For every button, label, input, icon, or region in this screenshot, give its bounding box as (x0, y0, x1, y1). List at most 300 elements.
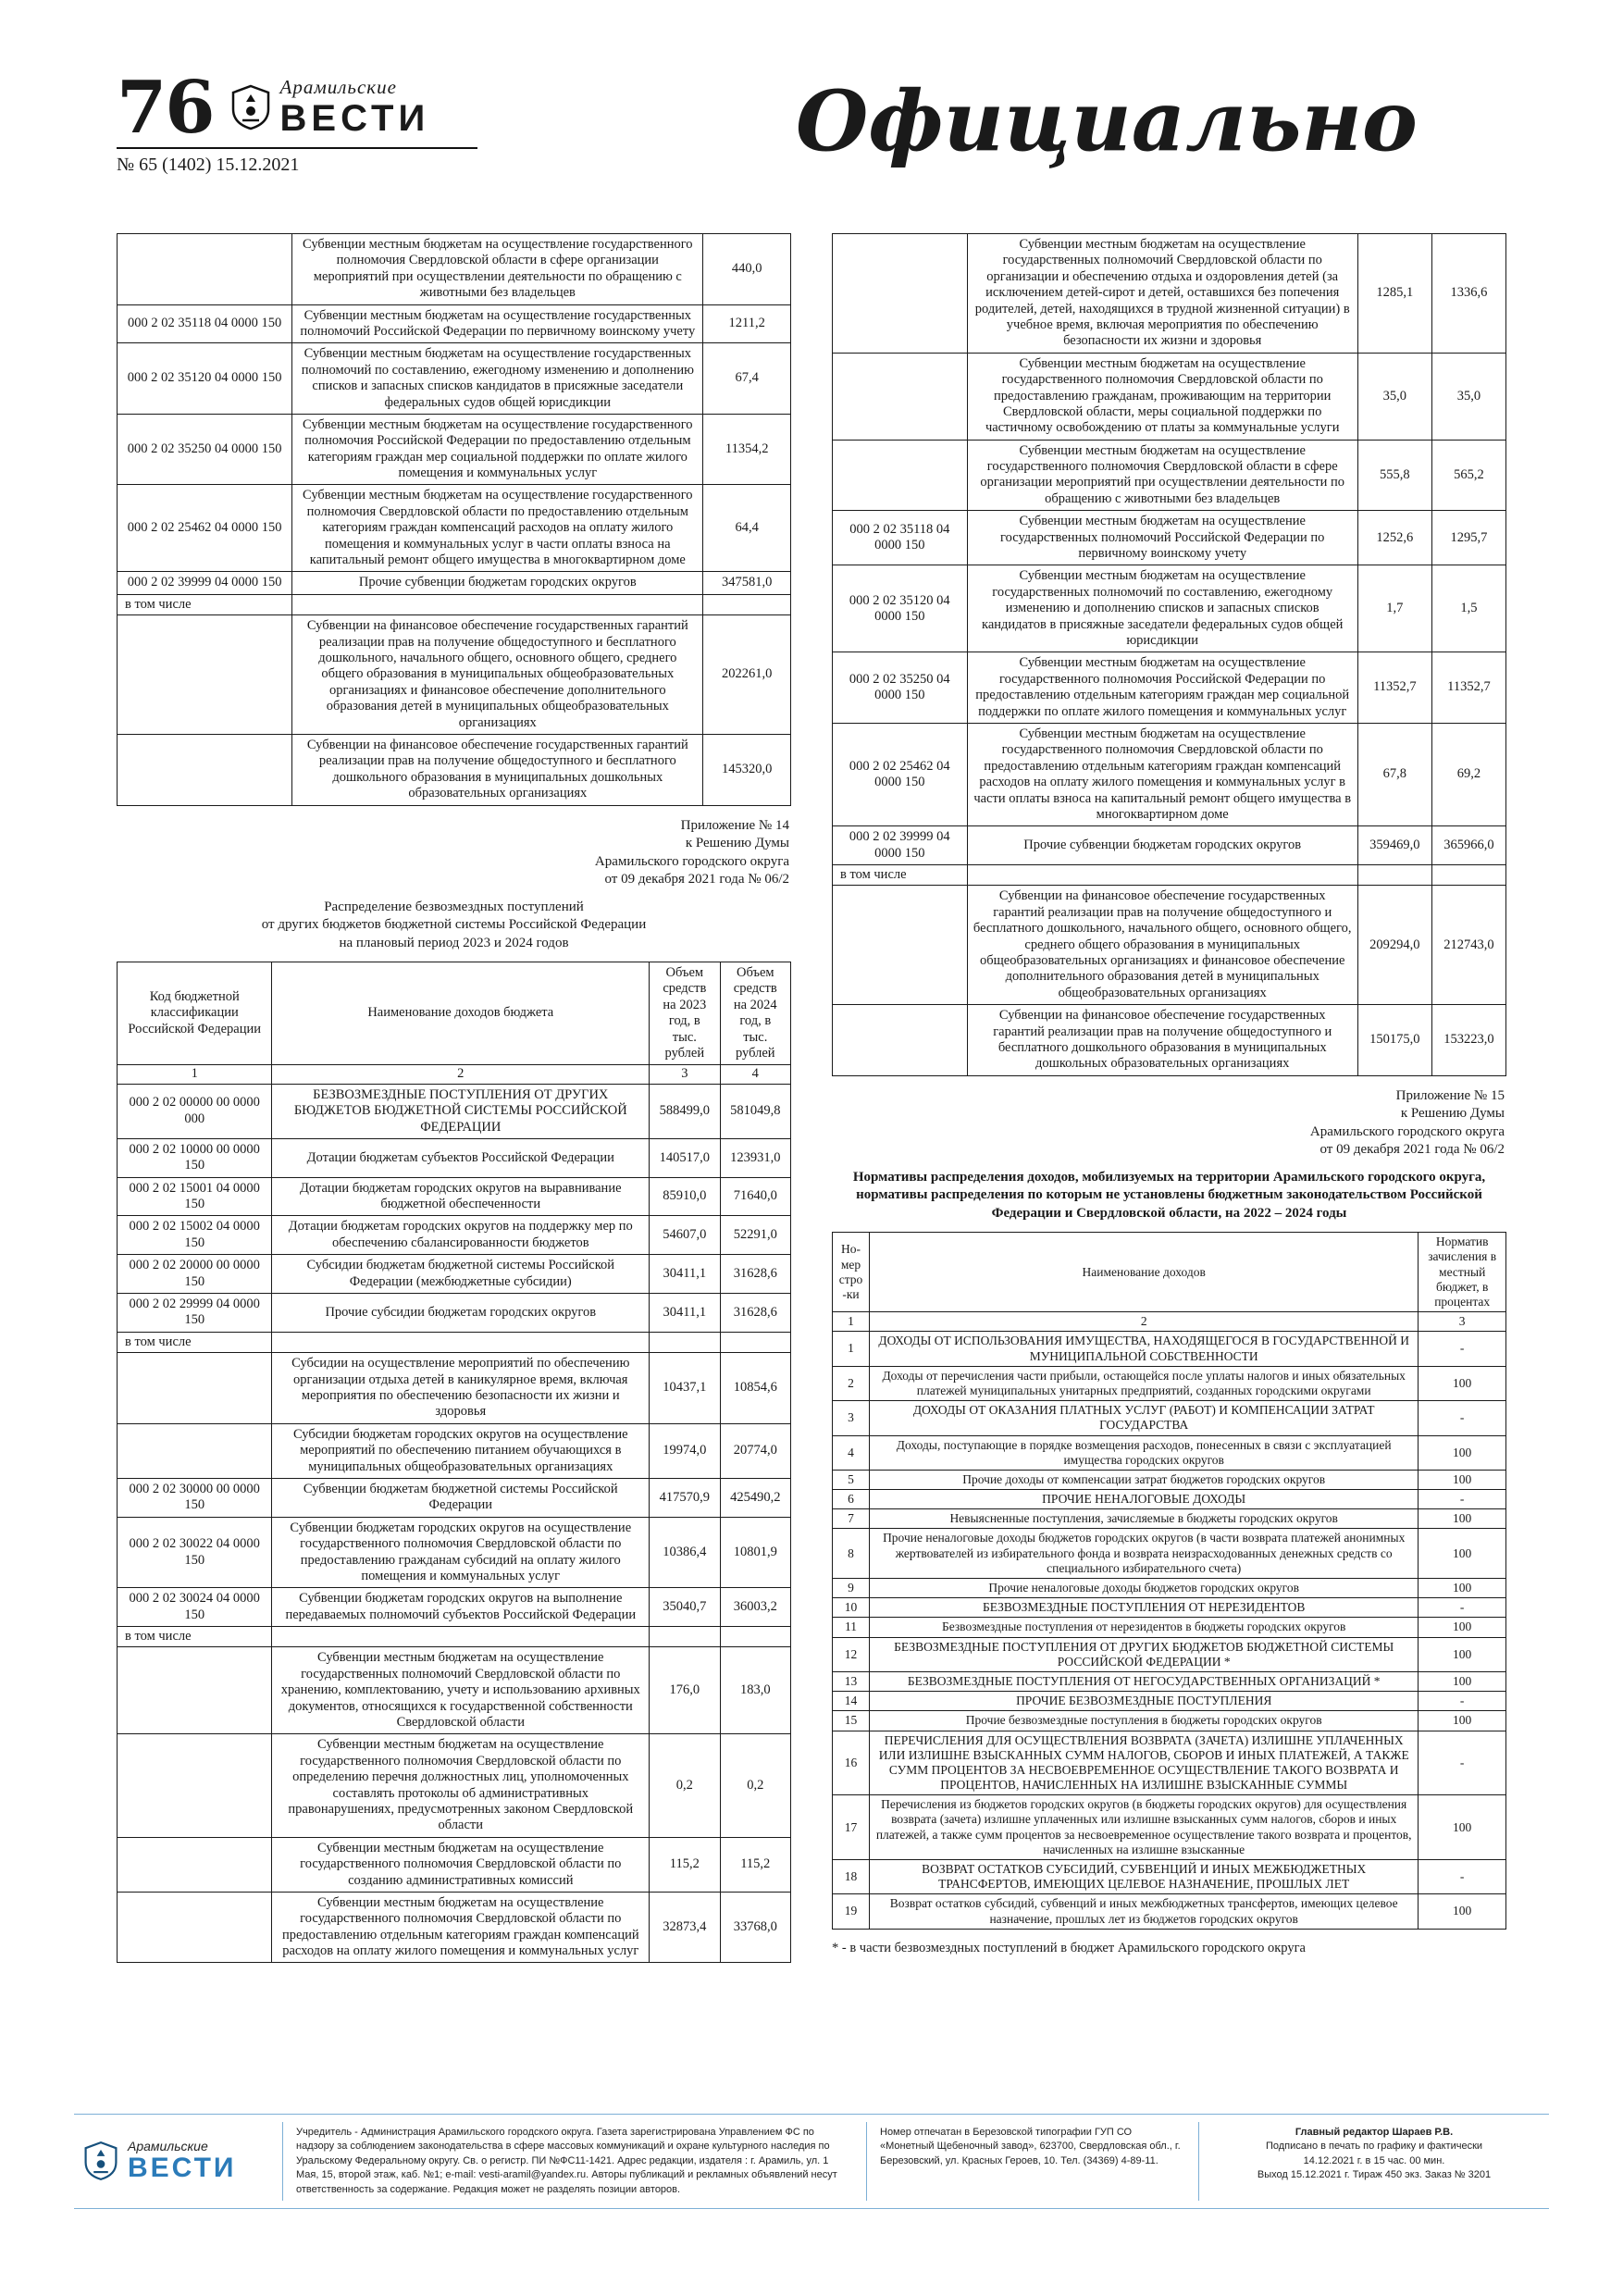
amount-2024 (720, 1627, 790, 1647)
income-name: Субвенции местным бюджетам на осуществление государственного полномочия Свердловской области в сфере организации мероприятий при осуществлении деятельности по обращению с животными без владельцев (292, 234, 703, 305)
table-row (118, 304, 791, 343)
table-row (833, 1692, 1506, 1711)
amount-2023: 115,2 (650, 1837, 720, 1892)
amount-2024: 11352,7 (1431, 652, 1505, 724)
budget-code: 000 2 02 35250 04 0000 150 (833, 652, 968, 724)
budget-code: 000 2 02 20000 00 0000 150 (118, 1255, 272, 1294)
income-name: Возврат остатков субсидий, субвенций и иных межбюджетных трансфертов, имеющих целевое назначение, прошлых лет из бюджетов городских округов (870, 1894, 1419, 1929)
text-line: Главный редактор Шараев Р.В. (1295, 2127, 1454, 2138)
text-line: Приложение № 14 (680, 817, 789, 833)
page-header (117, 66, 1506, 217)
budget-code: 000 2 02 35118 04 0000 150 (118, 304, 292, 343)
amount-2024: 10854,6 (720, 1353, 790, 1424)
amount-2024: 36003,2 (720, 1588, 790, 1627)
budget-code (833, 440, 968, 511)
budget-code: 000 2 02 39999 04 0000 150 (833, 826, 968, 865)
amount-2024: 69,2 (1431, 723, 1505, 825)
section-title: Официально (796, 72, 1418, 170)
income-name: Прочие неналоговые доходы бюджетов городских округов (870, 1579, 1419, 1598)
row-number: 8 (833, 1529, 870, 1579)
budget-code: 000 2 02 30000 00 0000 150 (118, 1478, 272, 1517)
table-row (118, 234, 791, 305)
amount-2023: 67,8 (1357, 723, 1431, 825)
amount: 347581,0 (703, 572, 791, 594)
text-line: Подписано в печать по графику и фактически (1265, 2141, 1483, 2153)
income-name: Прочие доходы от компенсации затрат бюджетов городских округов (870, 1470, 1419, 1489)
column-header-row-number: Но-мер стро-ки (833, 1233, 870, 1312)
budget-code (118, 1423, 272, 1478)
income-name: Прочие безвозмездные поступления в бюджеты городских округов (870, 1711, 1419, 1731)
budget-code: 000 2 02 30024 04 0000 150 (118, 1588, 272, 1627)
income-name: Доходы от перечисления части прибыли, остающейся после уплаты налогов и иных обязательных платежей муниципальных унитарных предприятий, созданных городскими округами (870, 1366, 1419, 1400)
amount-2023: 30411,1 (650, 1255, 720, 1294)
norm-percent: 100 (1419, 1711, 1506, 1731)
amount-2024: 71640,0 (720, 1177, 790, 1216)
income-name: Субвенции местным бюджетам на осуществление государственного полномочия Свердловской области по предоставлению отдельным категориям граждан компенсаций расходов на оплату жилого помещения и коммунальных услуг в части оплаты взноса на капитальный ремонт общего имущества в многоквартирном доме (967, 723, 1357, 825)
table-row (118, 1255, 791, 1294)
budget-code: 000 2 02 10000 00 0000 150 (118, 1138, 272, 1177)
norm-percent: - (1419, 1332, 1506, 1366)
income-name: БЕЗВОЗМЕЗДНЫЕ ПОСТУПЛЕНИЯ ОТ ДРУГИХ БЮДЖЕТОВ БЮДЖЕТНОЙ СИСТЕМЫ РОССИЙСКОЙ ФЕДЕРАЦИИ (272, 1084, 650, 1138)
coat-of-arms-icon (230, 84, 271, 130)
amount-2023: 10437,1 (650, 1353, 720, 1424)
table-row (118, 615, 791, 735)
income-name: ПЕРЕЧИСЛЕНИЯ ДЛЯ ОСУЩЕСТВЛЕНИЯ ВОЗВРАТА (ЗАЧЕТА) ИЗЛИШНЕ УПЛАЧЕННЫХ ИЛИ ИЗЛИШНЕ ВЗЫСКАННЫХ СУММ НАЛОГОВ, СБОРОВ И ИНЫХ ПЛАТЕЖЕЙ, А ТАКЖЕ СУММ ПРОЦЕНТОВ ЗА НЕСВОЕВРЕМЕННОЕ ОСУЩЕСТВЛЕНИЕ ТАКОГО ВОЗВРАТА И ПРОЦЕНТОВ, НАЧИСЛЕННЫХ НА ИЗЛИШНЕ ВЗЫСКАННЫЕ СУММЫ (870, 1731, 1419, 1795)
income-name: Доходы, поступающие в порядке возмещения расходов, понесенных в связи с эксплуатацией имущества городских округов (870, 1435, 1419, 1470)
amount-2024 (1431, 865, 1505, 886)
budget-code: 000 2 02 29999 04 0000 150 (118, 1294, 272, 1333)
table-row (833, 1366, 1506, 1400)
row-number: 3 (833, 1401, 870, 1435)
table-row (833, 565, 1506, 652)
printing-info: Номер отпечатан в Березовской типографии ГУП СО «Монетный Щебеночный завод», 623700, Свердловская обл., г. Березовский, ул. Красных Героев, 10. Тел. (34369) 4-89-11. (866, 2122, 1198, 2201)
table-row (833, 1711, 1506, 1731)
row-number: 12 (833, 1637, 870, 1671)
text-line: от 09 декабря 2021 года № 06/2 (604, 872, 789, 887)
gratuitous-receipts-table (117, 962, 791, 1963)
table-row (118, 1332, 791, 1352)
row-number: 9 (833, 1579, 870, 1598)
norms-title: Нормативы распределения доходов, мобилизуемых на территории Арамильского городского округа, нормативы распределения по которым не установлены бюджетным законодательством Российской Федерации и Свердловской области, на 2022 – 2024 годы (852, 1169, 1486, 1221)
amount-2023: 140517,0 (650, 1138, 720, 1177)
table-row (118, 414, 791, 485)
income-name: Субвенции местным бюджетам на осуществление государственного полномочия Свердловской области по предоставлению отдельным категориям граждан компенсаций расходов на оплату жилого помещения и коммунальных услуг (272, 1892, 650, 1963)
income-name: ПРОЧИЕ НЕНАЛОГОВЫЕ ДОХОДЫ (870, 1490, 1419, 1509)
row-number: 7 (833, 1509, 870, 1529)
table-row (118, 1588, 791, 1627)
table-row (833, 723, 1506, 825)
income-name: Дотации бюджетам городских округов на поддержку мер по обеспечению сбалансированности бюджетов (272, 1216, 650, 1255)
right-column (832, 233, 1506, 1956)
amount: 202261,0 (703, 615, 791, 735)
amount-2024: 20774,0 (720, 1423, 790, 1478)
income-name: ПРОЧИЕ БЕЗВОЗМЕЗДНЫЕ ПОСТУПЛЕНИЯ (870, 1692, 1419, 1711)
table-row (118, 1647, 791, 1734)
income-name (272, 1332, 650, 1352)
table-row (833, 1618, 1506, 1637)
table-row (833, 1312, 1506, 1332)
table-row (118, 1065, 791, 1084)
amount-2023: 209294,0 (1357, 886, 1431, 1005)
amount (703, 594, 791, 614)
row-number: 19 (833, 1894, 870, 1929)
table-row (833, 1005, 1506, 1076)
row-number: 2 (833, 1366, 870, 1400)
income-name: Прочие неналоговые доходы бюджетов городских округов (в части возврата платежей анонимных жертвователей из избирательного фонда и возврата неизрасходованных денежных средств со специального избирательного счета) (870, 1529, 1419, 1579)
row-number: 1 (833, 1332, 870, 1366)
norm-percent: 100 (1419, 1795, 1506, 1860)
text-line: на плановый период 2023 и 2024 годов (339, 935, 569, 950)
row-number: 4 (833, 1435, 870, 1470)
income-name: ДОХОДЫ ОТ ИСПОЛЬЗОВАНИЯ ИМУЩЕСТВА, НАХОДЯЩЕГОСЯ В ГОСУДАРСТВЕННОЙ И МУНИЦИПАЛЬНОЙ СОБСТВЕННОСТИ (870, 1332, 1419, 1366)
amount-2023: 10386,4 (650, 1517, 720, 1588)
amount-2023 (650, 1627, 720, 1647)
income-name: Субвенции местным бюджетам на осуществление государственного полномочия Свердловской области по предоставлению гражданам, проживающим на территории Свердловской области, меры социальной поддержки по частичному освобождению от платы за коммунальные услуги (967, 353, 1357, 440)
norm-percent: - (1419, 1401, 1506, 1435)
income-name: Дотации бюджетам субъектов Российской Федерации (272, 1138, 650, 1177)
appendix-15-caption (834, 1087, 1505, 1160)
amount: 67,4 (703, 343, 791, 415)
table-row (118, 485, 791, 572)
income-name: Субвенции бюджетам городских округов на выполнение передаваемых полномочий субъектов Российской Федерации (272, 1588, 650, 1627)
amount-2024: 1336,6 (1431, 234, 1505, 354)
table-row (118, 1084, 791, 1138)
table-row (833, 886, 1506, 1005)
amount-2023: 19974,0 (650, 1423, 720, 1478)
subventions-table-plan-years (832, 233, 1506, 1076)
table-row (833, 1671, 1506, 1691)
norm-percent: 100 (1419, 1894, 1506, 1929)
text-line: к Решению Думы (685, 836, 789, 850)
budget-code: 000 2 02 15001 04 0000 150 (118, 1177, 272, 1216)
table-row (118, 1216, 791, 1255)
income-name: Субвенции бюджетам городских округов на осуществление государственного полномочия Свердловской области по предоставлению гражданам субсидий на оплату жилого помещения и коммунальных услуг (272, 1517, 650, 1588)
budget-code: 000 2 02 35120 04 0000 150 (833, 565, 968, 652)
table-row (833, 652, 1506, 724)
income-name: Субвенции местным бюджетам на осуществление государственного полномочия Свердловской области по созданию административных комиссий (272, 1837, 650, 1892)
row-number: 15 (833, 1711, 870, 1731)
issue-info: № 65 (1402) 15.12.2021 (117, 147, 477, 176)
budget-code (118, 1734, 272, 1837)
norm-percent: 100 (1419, 1470, 1506, 1489)
norm-percent: 100 (1419, 1366, 1506, 1400)
norm-percent: 100 (1419, 1671, 1506, 1691)
income-name: 2 (870, 1312, 1419, 1332)
income-name: Субвенции местным бюджетам на осуществление государственных полномочий Российской Федерации по первичному воинскому учету (292, 304, 703, 343)
table-row (833, 826, 1506, 865)
brand-name-small: Арамильские (279, 76, 397, 99)
amount-2023: 359469,0 (1357, 826, 1431, 865)
income-name: Субвенции местным бюджетам на осуществление государственного полномочия Российской Федерации по предоставлению отдельным категориям граждан мер социальной поддержки по оплате жилого помещения и коммунальных услуг (967, 652, 1357, 724)
norm-percent: 100 (1419, 1618, 1506, 1637)
table-row (118, 1353, 791, 1424)
table-row (118, 594, 791, 614)
amount-2023: 176,0 (650, 1647, 720, 1734)
table-header-row (833, 1233, 1506, 1312)
amount-2024: 212743,0 (1431, 886, 1505, 1005)
income-name: Субвенции местным бюджетам на осуществление государственных полномочий по составлению, ежегодному изменению и дополнению списков и запасных списков кандидатов в присяжные заседатели федеральных судов общей юрисдикции (967, 565, 1357, 652)
footer-brand-name-small: Арамильские (128, 2139, 208, 2154)
table-row (833, 1509, 1506, 1529)
row-number: 5 (833, 1470, 870, 1489)
income-name (272, 1627, 650, 1647)
amount-2024: 123931,0 (720, 1138, 790, 1177)
budget-code: в том числе (118, 1627, 272, 1647)
column-header-norm: Норматив зачисления в местный бюджет, в процентах (1419, 1233, 1506, 1312)
norm-percent: 100 (1419, 1637, 1506, 1671)
income-name: Субвенции на финансовое обеспечение государственных гарантий реализации прав на получение общедоступного и бесплатного дошкольного, начального общего, основного общего, среднего общего образования в муниципальных общеобразовательных организациях и финансовое обеспечение дополнительного образования детей в муниципальных общеобразовательных организациях (967, 886, 1357, 1005)
text-line: от 09 декабря 2021 года № 06/2 (1319, 1142, 1505, 1158)
table-header-row (118, 962, 791, 1065)
income-name: Субвенции местным бюджетам на осуществление государственного полномочия Свердловской области по предоставлению отдельным категориям граждан компенсаций расходов на оплату жилого помещения и коммунальных услуг в части оплаты взноса на капитальный ремонт общего имущества в многоквартирном доме (292, 485, 703, 572)
income-name: Субвенции местным бюджетам на осуществление государственных полномочий Свердловской области по организации и обеспечению отдыха и оздоровления детей (за исключением детей-сирот и детей, оставшихся без попечения родителей, детей, находящихся в трудной жизненной ситуации) в учебное время, включая мероприятия по обеспечению безопасности их жизни и здоровья (967, 234, 1357, 354)
income-name: БЕЗВОЗМЕЗДНЫЕ ПОСТУПЛЕНИЯ ОТ НЕГОСУДАРСТВЕННЫХ ОРГАНИЗАЦИЙ * (870, 1671, 1419, 1691)
norms-table (832, 1232, 1506, 1930)
budget-code (118, 734, 292, 805)
newspaper-logo (230, 78, 430, 139)
left-column (117, 233, 791, 1963)
amount: 145320,0 (703, 734, 791, 805)
norm-percent: - (1419, 1731, 1506, 1795)
row-number: 11 (833, 1618, 870, 1637)
norm-percent: - (1419, 1598, 1506, 1618)
amount-2024: 153223,0 (1431, 1005, 1505, 1076)
table-row (833, 440, 1506, 511)
income-name (292, 594, 703, 614)
budget-code (118, 234, 292, 305)
amount-2024: 4 (720, 1065, 790, 1084)
amount-2024 (720, 1332, 790, 1352)
income-name: Субсидии на осуществление мероприятий по обеспечению организации отдыха детей в каникулярное время, включая мероприятия по обеспечению безопасности их жизни и здоровья (272, 1353, 650, 1424)
budget-code: 000 2 02 39999 04 0000 150 (118, 572, 292, 594)
text-line: 14.12.2021 г. в 15 час. 00 мин. (1303, 2154, 1445, 2166)
table-row (833, 1731, 1506, 1795)
table-row (118, 343, 791, 415)
table-row (118, 1138, 791, 1177)
amount-2024: 31628,6 (720, 1294, 790, 1333)
amount-2024: 581049,8 (720, 1084, 790, 1138)
table-row (118, 1294, 791, 1333)
norm-percent: 3 (1419, 1312, 1506, 1332)
income-name: Субвенции на финансовое обеспечение государственных гарантий реализации прав на получение общедоступного и бесплатного дошкольного образования в муниципальных дошкольных образовательных организациях (967, 1005, 1357, 1076)
budget-code: 000 2 02 30022 04 0000 150 (118, 1517, 272, 1588)
income-name: Перечисления из бюджетов городских округов (в бюджеты городских округов) для осуществления возврата (зачета) излишне уплаченных или излишне взысканных сумм налогов, сборов и иных платежей, а также сумм процентов за несвоевременное осуществление такого возврата и процентов, начисленных на излишне взысканные (870, 1795, 1419, 1860)
budget-code: 1 (118, 1065, 272, 1084)
table-14-title (122, 899, 786, 953)
table-row (833, 1795, 1506, 1860)
budget-code (833, 886, 968, 1005)
column-header-2023: Объем средств на 2023 год, в тыс. рублей (650, 962, 720, 1065)
table-row (833, 1470, 1506, 1489)
page-content (117, 233, 1506, 1963)
table-row (118, 1478, 791, 1517)
table-row (118, 1177, 791, 1216)
amount-2023: 555,8 (1357, 440, 1431, 511)
footer-brand-name: ВЕСТИ (128, 2153, 237, 2184)
amount-2023: 150175,0 (1357, 1005, 1431, 1076)
income-name: Субвенции на финансовое обеспечение государственных гарантий реализации прав на получение общедоступного и бесплатного дошкольного образования в муниципальных дошкольных образовательных организациях (292, 734, 703, 805)
amount-2023: 1285,1 (1357, 234, 1431, 354)
budget-code (833, 353, 968, 440)
norm-percent: 100 (1419, 1509, 1506, 1529)
table-row (833, 1529, 1506, 1579)
table-row (833, 1579, 1506, 1598)
income-name: 2 (272, 1065, 650, 1084)
table-row (833, 1894, 1506, 1929)
income-name: Субвенции местным бюджетам на осуществление государственных полномочий Российской Федерации по первичному воинскому учету (967, 511, 1357, 565)
text-line: к Решению Думы (1400, 1106, 1505, 1122)
norm-percent: 100 (1419, 1529, 1506, 1579)
budget-code: 000 2 02 35118 04 0000 150 (833, 511, 968, 565)
amount-2024: 115,2 (720, 1837, 790, 1892)
coat-of-arms-icon (83, 2141, 118, 2181)
income-name: БЕЗВОЗМЕЗДНЫЕ ПОСТУПЛЕНИЯ ОТ НЕРЕЗИДЕНТОВ (870, 1598, 1419, 1618)
budget-code: 000 2 02 00000 00 0000 000 (118, 1084, 272, 1138)
income-name (967, 865, 1357, 886)
row-number: 6 (833, 1490, 870, 1509)
budget-code: в том числе (118, 1332, 272, 1352)
amount-2024: 1295,7 (1431, 511, 1505, 565)
text-line: Распределение безвозмездных поступлений (324, 899, 584, 914)
imprint-text: Учредитель - Администрация Арамильского городского округа. Газета зарегистрирована Управлением ФС по надзору за соблюдением законодательства в сфере массовых коммуникаций и охране культурного наследия по Уральскому Федеральному округу. Св. о регистр. ПИ №ФС11-1421. Адрес редакции, издателя : г. Арамиль, ул. 1 Мая, 15, второй этаж, каб. №1; e-mail: vesti-aramil@yandex.ru. Авторы публикаций и рекламных объявлений несут ответственность за содержание. Редакция может не разделять позиции авторов. (282, 2122, 866, 2201)
subventions-table-continued (117, 233, 791, 806)
column-header-name: Наименование доходов бюджета (272, 962, 650, 1065)
amount-2023: 32873,4 (650, 1892, 720, 1963)
table-row (833, 1401, 1506, 1435)
income-name: Субвенции местным бюджетам на осуществление государственного полномочия Свердловской области по определению перечня должностных лиц, уполномоченных составлять протоколы об административных правонарушениях, предусмотренных законом Свердловской области (272, 1734, 650, 1837)
income-name: Прочие субвенции бюджетам городских округов (292, 572, 703, 594)
text-line: Арамильского городского округа (1309, 1123, 1505, 1139)
amount-2024: 35,0 (1431, 353, 1505, 440)
amount-2024: 183,0 (720, 1647, 790, 1734)
table-row (833, 234, 1506, 354)
amount-2023: 1,7 (1357, 565, 1431, 652)
amount-2023: 1252,6 (1357, 511, 1431, 565)
table-row (118, 1627, 791, 1647)
appendix-14-caption (118, 817, 789, 889)
amount-2023: 30411,1 (650, 1294, 720, 1333)
amount-2023: 54607,0 (650, 1216, 720, 1255)
income-name: БЕЗВОЗМЕЗДНЫЕ ПОСТУПЛЕНИЯ ОТ ДРУГИХ БЮДЖЕТОВ БЮДЖЕТНОЙ СИСТЕМЫ РОССИЙСКОЙ ФЕДЕРАЦИИ * (870, 1637, 1419, 1671)
table-row (833, 353, 1506, 440)
norm-percent: - (1419, 1860, 1506, 1894)
text-line: Приложение № 15 (1395, 1087, 1505, 1103)
amount-2023: 35040,7 (650, 1588, 720, 1627)
table-row (833, 1332, 1506, 1366)
amount-2024: 365966,0 (1431, 826, 1505, 865)
budget-code (833, 234, 968, 354)
budget-code: 000 2 02 35250 04 0000 150 (118, 414, 292, 485)
amount: 1211,2 (703, 304, 791, 343)
column-header-income-name: Наименование доходов (870, 1233, 1419, 1312)
column-header-code: Код бюджетной классификации Российской Федерации (118, 962, 272, 1065)
row-number: 18 (833, 1860, 870, 1894)
row-number: 16 (833, 1731, 870, 1795)
amount-2023: 85910,0 (650, 1177, 720, 1216)
budget-code: в том числе (833, 865, 968, 886)
budget-code: 000 2 02 25462 04 0000 150 (833, 723, 968, 825)
income-name: Субвенции местным бюджетам на осуществление государственных полномочий Свердловской области по хранению, комплектованию, учету и использованию архивных документов, относящихся к государственной собственности Свердловской области (272, 1647, 650, 1734)
income-name: Дотации бюджетам городских округов на выравнивание бюджетной обеспеченности (272, 1177, 650, 1216)
footnote: * - в части безвозмездных поступлений в бюджет Арамильского городского округа (832, 1940, 1306, 1955)
row-number: 17 (833, 1795, 870, 1860)
text-line: Выход 15.12.2021 г. Тираж 450 экз. Заказ № 3201 (1257, 2169, 1492, 2181)
amount-2024: 0,2 (720, 1734, 790, 1837)
amount-2024: 565,2 (1431, 440, 1505, 511)
table-row (118, 572, 791, 594)
budget-code: 000 2 02 15002 04 0000 150 (118, 1216, 272, 1255)
row-number: 10 (833, 1598, 870, 1618)
table-row (833, 511, 1506, 565)
income-name: Невыясненные поступления, зачисляемые в бюджеты городских округов (870, 1509, 1419, 1529)
editor-info (1198, 2122, 1549, 2201)
income-name: Безвозмездные поступления от нерезидентов в бюджеты городских округов (870, 1618, 1419, 1637)
text-line: от других бюджетов бюджетной системы Российской Федерации (261, 917, 647, 932)
income-name: Прочие субвенции бюджетам городских округов (967, 826, 1357, 865)
page-footer (74, 2114, 1549, 2209)
table-row (833, 1435, 1506, 1470)
income-name: ДОХОДЫ ОТ ОКАЗАНИЯ ПЛАТНЫХ УСЛУГ (РАБОТ) И КОМПЕНСАЦИИ ЗАТРАТ ГОСУДАРСТВА (870, 1401, 1419, 1435)
table-row (118, 1892, 791, 1963)
brand-name: ВЕСТИ (279, 98, 430, 140)
norm-percent: - (1419, 1692, 1506, 1711)
budget-code (118, 1837, 272, 1892)
table-row (118, 1517, 791, 1588)
amount-2024: 33768,0 (720, 1892, 790, 1963)
amount-2023 (1357, 865, 1431, 886)
budget-code (833, 1005, 968, 1076)
table-row (118, 1837, 791, 1892)
budget-code (118, 615, 292, 735)
budget-code (118, 1353, 272, 1424)
amount: 64,4 (703, 485, 791, 572)
amount-2024: 10801,9 (720, 1517, 790, 1588)
amount-2024: 31628,6 (720, 1255, 790, 1294)
budget-code (118, 1892, 272, 1963)
table-row (833, 1598, 1506, 1618)
amount-2024: 1,5 (1431, 565, 1505, 652)
budget-code (118, 1647, 272, 1734)
amount-2023: 588499,0 (650, 1084, 720, 1138)
income-name: ВОЗВРАТ ОСТАТКОВ СУБСИДИЙ, СУБВЕНЦИЙ И ИНЫХ МЕЖБЮДЖЕТНЫХ ТРАНСФЕРТОВ, ИМЕЮЩИХ ЦЕЛЕВОЕ НАЗНАЧЕНИЕ, ПРОШЛЫХ ЛЕТ (870, 1860, 1419, 1894)
amount: 11354,2 (703, 414, 791, 485)
amount-2023: 35,0 (1357, 353, 1431, 440)
budget-code: в том числе (118, 594, 292, 614)
column-header-2024: Объем средств на 2024 год, в тыс. рублей (720, 962, 790, 1065)
table-row (833, 1490, 1506, 1509)
table-row (833, 1637, 1506, 1671)
row-number: 14 (833, 1692, 870, 1711)
norm-percent: - (1419, 1490, 1506, 1509)
table-row (833, 1860, 1506, 1894)
income-name: Субсидии бюджетам городских округов на осуществление мероприятий по обеспечению питанием обучающихся в муниципальных общеобразовательных организациях (272, 1423, 650, 1478)
amount: 440,0 (703, 234, 791, 305)
row-number: 13 (833, 1671, 870, 1691)
amount-2023 (650, 1332, 720, 1352)
table-row (118, 1423, 791, 1478)
income-name: Субвенции местным бюджетам на осуществление государственных полномочий по составлению, ежегодному изменению и дополнению списков и запасных списков кандидатов в присяжные заседатели федеральных судов общей юрисдикции (292, 343, 703, 415)
income-name: Субвенции местным бюджетам на осуществление государственного полномочия Свердловской области в сфере организации мероприятий при осуществлении деятельности по обращению с животными без владельцев (967, 440, 1357, 511)
footer-logo (74, 2122, 282, 2201)
budget-code: 000 2 02 35120 04 0000 150 (118, 343, 292, 415)
text-line: Арамильского городского округа (594, 853, 789, 869)
amount-2024: 425490,2 (720, 1478, 790, 1517)
amount-2023: 11352,7 (1357, 652, 1431, 724)
norm-percent: 100 (1419, 1579, 1506, 1598)
table-row (833, 865, 1506, 886)
amount-2023: 3 (650, 1065, 720, 1084)
row-number: 1 (833, 1312, 870, 1332)
